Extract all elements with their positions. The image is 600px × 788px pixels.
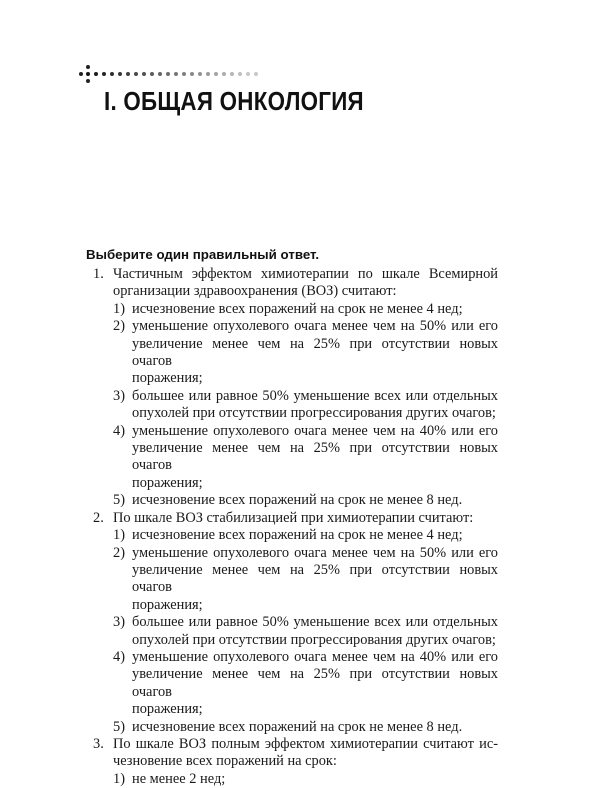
answer-option-number: 3) xyxy=(113,387,125,404)
answer-option-line: уменьшение опухолевого очага менее чем на 40% или его xyxy=(132,422,498,439)
decorative-dot xyxy=(86,79,90,83)
answer-option-line: исчезновение всех поражений на срок не менее 8 нед. xyxy=(132,492,463,509)
decorative-dot xyxy=(190,72,194,76)
answer-option xyxy=(0,423,600,493)
answer-option-number: 1) xyxy=(113,527,125,544)
answer-option-text xyxy=(132,318,498,388)
answer-option-line: опухолей при отсутствии прогрессирования других очагов; xyxy=(132,631,496,648)
question-text-line: организации здравоохранения (ВОЗ) считают: xyxy=(113,283,397,300)
answer-option-number: 4) xyxy=(113,422,125,439)
question-text-line: Частичным эффектом химиотерапии по шкале Всемирной xyxy=(113,266,498,282)
answer-option-text xyxy=(132,719,498,736)
question-item xyxy=(0,736,600,771)
answer-option-text xyxy=(132,771,498,788)
answer-option-line: исчезновение всех поражений на срок не менее 4 нед; xyxy=(132,300,463,317)
question-text xyxy=(113,510,498,527)
answer-option-line: увеличение менее чем на 25% при отсутствии новых очагов xyxy=(132,335,498,370)
decorative-dot xyxy=(79,72,83,76)
decorative-dot xyxy=(174,72,178,76)
answer-option-text xyxy=(132,649,498,719)
answer-option-line: поражения; xyxy=(132,596,203,613)
answer-option xyxy=(0,318,600,388)
answer-option-line: увеличение менее чем на 25% при отсутствии новых очагов xyxy=(132,666,498,700)
decorative-dot xyxy=(150,72,154,76)
answer-option-number: 2) xyxy=(113,544,125,561)
answer-option-text xyxy=(132,492,498,509)
answer-option-line: уменьшение опухолевого очага менее чем на 50% или его xyxy=(132,544,498,561)
answer-option-line: увеличение менее чем на 25% при отсутствии новых очагов xyxy=(132,440,498,474)
question-text-line: чезновение всех поражений на срок: xyxy=(113,753,337,770)
answer-option-line: не менее 2 нед; xyxy=(132,770,226,787)
instruction-text: Выберите один правильный ответ. xyxy=(86,247,320,262)
answer-option-number: 1) xyxy=(113,770,125,787)
decorative-dot xyxy=(182,72,186,76)
decorative-dot xyxy=(118,72,122,76)
answer-option-number: 5) xyxy=(113,492,125,509)
answer-option xyxy=(0,301,600,318)
question-number: 2. xyxy=(93,509,104,526)
decorative-dot xyxy=(86,65,90,69)
answer-option-text xyxy=(132,527,498,544)
decorative-dot xyxy=(134,72,138,76)
decorative-dot xyxy=(222,72,226,76)
answer-option xyxy=(0,492,600,509)
decorative-dot xyxy=(142,72,146,76)
answer-option xyxy=(0,527,600,544)
answer-option-line: поражения; xyxy=(132,370,203,387)
decorative-dot xyxy=(198,72,202,76)
decorative-dot xyxy=(238,72,242,76)
answer-option xyxy=(0,771,600,788)
question-item xyxy=(0,510,600,527)
answer-option xyxy=(0,388,600,423)
decorative-dot xyxy=(206,72,210,76)
question-text-line: По шкале ВОЗ стабилизацией при химиотерапии считают: xyxy=(113,509,474,526)
question-text xyxy=(113,266,498,301)
answer-option-number: 5) xyxy=(113,718,125,735)
answer-option-line: опухолей при отсутствии прогрессирования других очагов; xyxy=(132,405,496,422)
question-text-line: По шкале ВОЗ полным эффектом химиотерапии считают ис- xyxy=(113,735,498,752)
question-number: 1. xyxy=(93,266,104,282)
answer-option-text xyxy=(132,545,498,615)
answer-option xyxy=(0,719,600,736)
answer-option-number: 4) xyxy=(113,648,125,665)
decorative-dot xyxy=(254,72,258,76)
decorative-dot xyxy=(214,72,218,76)
answer-option-line: исчезновение всех поражений на срок не менее 8 нед. xyxy=(132,718,463,735)
answer-option-number: 1) xyxy=(113,300,125,317)
answer-option-line: увеличение менее чем на 25% при отсутствии новых очагов xyxy=(132,561,498,596)
answer-option-text xyxy=(132,423,498,493)
answer-option-number: 3) xyxy=(113,614,125,631)
decorative-dot xyxy=(102,72,106,76)
answer-option xyxy=(0,614,600,649)
decorative-dot xyxy=(166,72,170,76)
question-number: 3. xyxy=(93,735,104,752)
answer-option-number: 2) xyxy=(113,318,125,335)
answer-option-line: большее или равное 50% уменьшение всех или отдельных xyxy=(132,614,498,631)
answer-option-line: уменьшение опухолевого очага менее чем на 40% или его xyxy=(132,648,498,665)
answer-option-text xyxy=(132,388,498,423)
answer-option-text xyxy=(132,301,498,318)
answer-option xyxy=(0,649,600,719)
decorative-dot xyxy=(126,72,130,76)
decorative-dot xyxy=(230,72,234,76)
decorative-dot xyxy=(86,72,90,76)
answer-option-text xyxy=(132,614,498,649)
answer-option-line: поражения; xyxy=(132,474,203,491)
question-text xyxy=(113,736,498,771)
decorative-dot xyxy=(94,72,98,76)
decorative-dot xyxy=(158,72,162,76)
decorative-dot xyxy=(246,72,250,76)
answer-option xyxy=(0,545,600,615)
chapter-title: I. ОБЩАЯ ОНКОЛОГИЯ xyxy=(104,86,364,116)
answer-option-line: уменьшение опухолевого очага менее чем на 50% или его xyxy=(132,318,498,335)
answer-option-line: исчезновение всех поражений на срок не менее 4 нед; xyxy=(132,527,463,544)
answer-option-line: большее или равное 50% уменьшение всех или отдельных xyxy=(132,387,498,404)
answer-option-line: поражения; xyxy=(132,701,203,718)
question-item xyxy=(0,266,600,301)
decorative-dot xyxy=(110,72,114,76)
question-list xyxy=(0,266,600,788)
